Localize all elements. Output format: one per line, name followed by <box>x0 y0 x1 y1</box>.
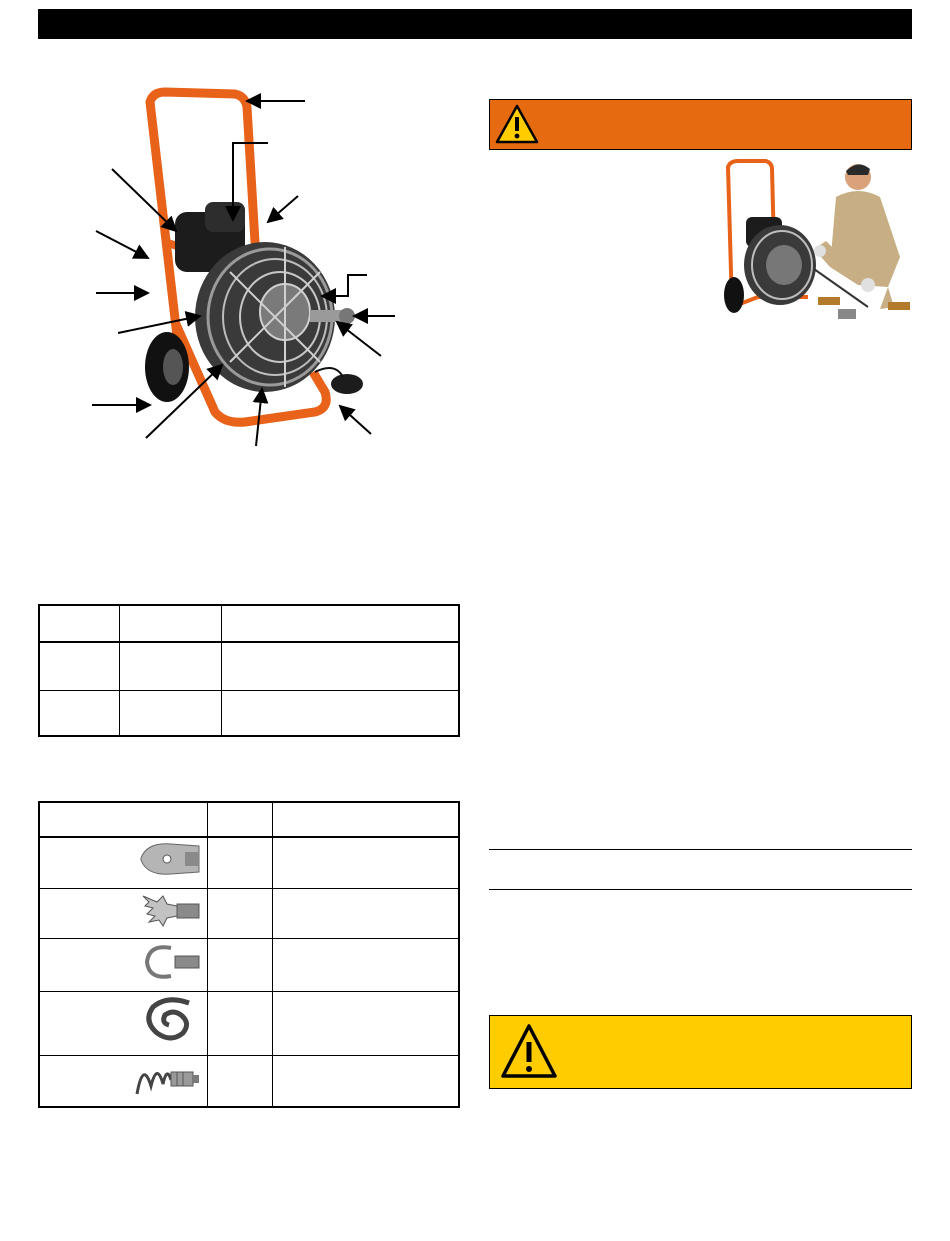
table-row <box>39 690 459 736</box>
table-cell <box>120 605 222 642</box>
table-cell <box>208 1055 273 1107</box>
table-cell <box>39 605 120 642</box>
table-cell <box>120 690 222 736</box>
funnel-auger-icon <box>133 1056 203 1100</box>
table-row <box>39 837 459 888</box>
table-cell <box>222 690 460 736</box>
table-row <box>39 1055 459 1107</box>
c-cutter-icon <box>137 940 203 984</box>
spade-cutter-icon <box>137 838 203 882</box>
table-cell <box>120 642 222 690</box>
table-cell <box>273 888 460 938</box>
spiral-cutter-icon <box>137 993 203 1049</box>
table-cell <box>39 888 208 938</box>
warning-banner <box>489 99 912 150</box>
table-cell <box>273 1055 460 1107</box>
table-cell <box>208 837 273 888</box>
table-cell <box>39 642 120 690</box>
table-row <box>39 991 459 1055</box>
divider <box>489 849 912 850</box>
table-cell <box>273 802 460 837</box>
table-row <box>39 938 459 991</box>
table-row <box>39 888 459 938</box>
table-cell <box>208 802 273 837</box>
table-cell <box>39 991 208 1055</box>
table-cell <box>39 690 120 736</box>
table-cell <box>273 938 460 991</box>
warning-triangle-icon <box>494 103 540 145</box>
divider <box>489 889 912 890</box>
table-cell <box>208 991 273 1055</box>
caution-banner <box>489 1015 912 1089</box>
table-cell <box>208 938 273 991</box>
table-cell <box>222 642 460 690</box>
tools-table <box>38 801 460 1108</box>
table-cell <box>39 1055 208 1107</box>
table-cell <box>39 938 208 991</box>
caution-triangle-icon <box>499 1022 559 1080</box>
table-cell <box>39 837 208 888</box>
spec-table-1 <box>38 604 460 737</box>
table-cell <box>39 802 208 837</box>
operator-photo <box>718 157 913 332</box>
table-cell <box>208 888 273 938</box>
saw-tooth-cutter-icon <box>137 890 203 932</box>
table-cell <box>273 837 460 888</box>
table-cell <box>273 991 460 1055</box>
table-row <box>39 642 459 690</box>
table-cell <box>222 605 460 642</box>
